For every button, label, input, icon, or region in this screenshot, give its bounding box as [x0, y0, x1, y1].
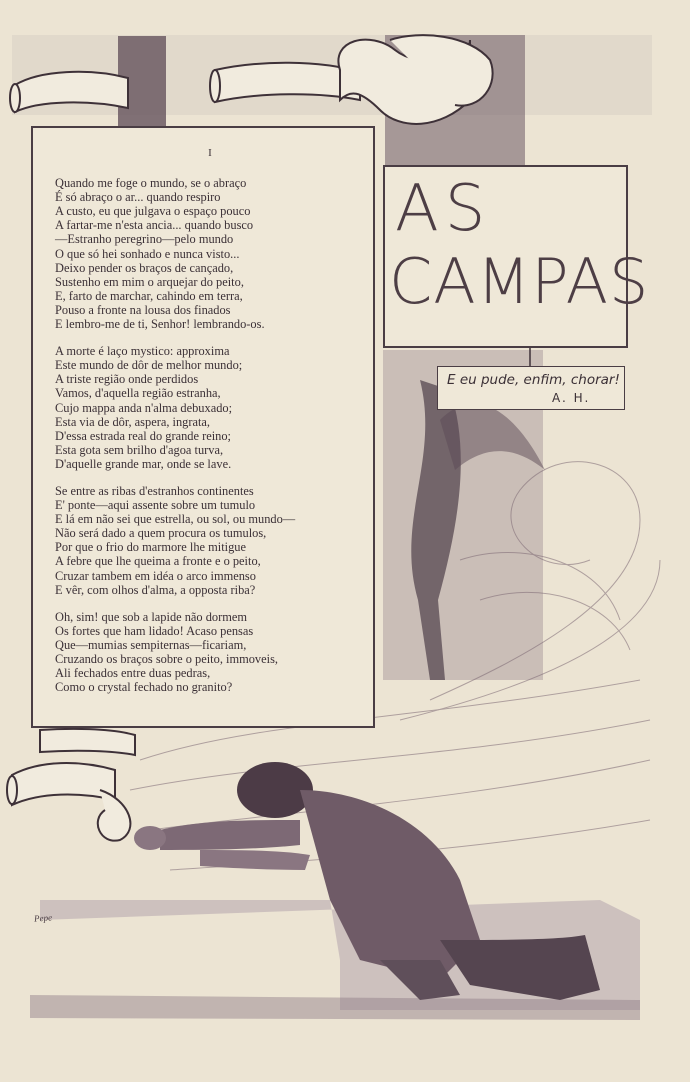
poem-verse: —Estranho peregrino—pelo mundo [55, 232, 234, 247]
poem-verse: Não será dado a quem procura os tumulos, [55, 526, 267, 541]
poem-stanza [55, 176, 365, 331]
poem-verse: Esta via de dôr, aspera, ingrata, [55, 414, 211, 429]
poem-verse: Este mundo de dôr de melhor mundo; [55, 358, 243, 373]
poem-stanza [55, 484, 365, 597]
poem-verse: Cruzar tambem em idéa o arco immenso [55, 568, 256, 583]
poem-verse: Pouso a fronte na lousa dos finados [55, 302, 231, 317]
poem-verse: Deixo pender os braços de cançado, [55, 260, 234, 275]
poem-verse: Oh, sim! que sob a lapide não dormem [55, 609, 248, 624]
poem-verse: A morte é laço mystico: approxima [55, 344, 230, 359]
poem-verse: E lá em não sei que estrella, ou sol, ou mundo— [55, 512, 296, 527]
poem-panel [31, 126, 375, 728]
poem-verse: E, farto de marchar, cahindo em terra, [55, 288, 243, 303]
poem-verse: Sustenho em mim o arquejar do peito, [55, 274, 244, 289]
poem-stanzas [55, 176, 365, 694]
poem-verse: E vêr, com olhos d'alma, a opposta riba? [55, 582, 256, 597]
epigraph-text: E eu pude, enfim, chorar! [447, 372, 620, 388]
poem-verse: Por que o frio do marmore lhe mitigue [55, 540, 246, 555]
epigraph-author: A. H. [552, 391, 591, 405]
poem-verse: Ali fechados entre duas pedras, [55, 666, 211, 681]
poem-verse: O que só hei sonhado e nunca visto... [55, 246, 240, 261]
poem-body [55, 146, 365, 707]
poem-verse: Se entre as ribas d'estranhos continentes [55, 483, 254, 498]
poem-verse: Que—mumias sempiternas—ficariam, [55, 637, 247, 652]
poem-stanza [55, 610, 365, 695]
poem-verse: D'essa estrada real do grande reino; [55, 428, 231, 443]
poem-verse: A febre que lhe queima a fronte e o peito, [55, 554, 261, 569]
poem-verse: Esta gota sem brilho d'agoa turva, [55, 442, 224, 457]
poem-verse: Como o crystal fechado no granito? [55, 680, 233, 695]
poem-verse: E' ponte—aqui assente sobre um tumulo [55, 498, 256, 513]
poem-verse: Vamos, d'aquella região estranha, [55, 386, 221, 401]
artist-signature: Pepe [33, 912, 53, 924]
title-panel [383, 165, 650, 348]
title-line-2: CAMPAS [389, 245, 650, 318]
poem-stanza [55, 344, 365, 471]
epigraph-panel [437, 366, 625, 410]
poem-verse: A custo, eu que julgava o espaço pouco [55, 204, 251, 219]
poem-section-numeral: I [208, 147, 212, 159]
poem-verse: A triste região onde perdidos [55, 372, 199, 387]
poem-verse: A fartar-me n'esta ancia... quando busco [55, 218, 254, 233]
poem-verse: D'aquelle grande mar, onde se lave. [55, 456, 232, 471]
poem-verse: Cujo mappa anda n'alma debuxado; [55, 400, 233, 415]
poem-verse: E lembro-me de ti, Senhor! lembrando-os. [55, 317, 265, 332]
poem-verse: Os fortes que ham lidado! Acaso pensas [55, 623, 254, 638]
poem-verse: Cruzando os braços sobre o peito, immoveis, [55, 652, 278, 666]
poem-verse: Quando me foge o mundo, se o abraço [55, 176, 247, 191]
title-line-1: AS [395, 172, 492, 246]
poem-verse: É só abraço o ar... quando respiro [55, 190, 221, 205]
